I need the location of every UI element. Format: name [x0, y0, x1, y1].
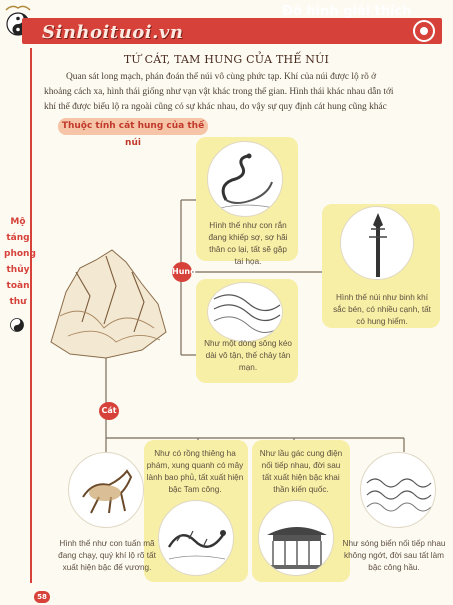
intro-line: Quan sát long mạch, phán đoán thế núi vô cùng phức tạp. Khí của núi được lộ rõ ở — [66, 72, 377, 82]
hung-text-weapon: Hình thế núi như binh khí sắc bén, có nhiều cạnh, tất có hung hiểm. — [333, 293, 431, 326]
page-title: TỨ CÁT, TAM HUNG CỦA THẾ NÚI — [123, 53, 330, 66]
spear-icon — [340, 206, 414, 280]
page-number: 58 — [34, 591, 50, 603]
intro-line: khoảng cách xa, hình thái giống như vạn vật khác trong thế gian. Hình thái khác nhau dẫn tới — [44, 87, 394, 97]
section-label: Đồ hình giải thích — [282, 4, 412, 19]
book-title-line: Mộ — [10, 217, 26, 227]
hung-text-snake: Hình thế như con rắn đang khiếp sợ, sợ hãi thân co lại, tất sẽ gặp tai họa. — [208, 221, 288, 266]
book-title-line: táng — [6, 233, 30, 243]
hung-text-river: Như một dòng sông kéo dài vô tận, thế chảy tản mạn. — [204, 339, 292, 372]
book-title-line: toàn — [6, 281, 30, 291]
book-title-line: phong — [4, 249, 36, 259]
dragon-icon — [158, 500, 234, 576]
cat-node: Cát — [99, 402, 119, 420]
cat-text-palace: Như lầu gác cung điện nối tiếp nhau, đời sau tất xuất hiện bậc khai thần kiến quốc. — [259, 449, 343, 494]
river-icon — [207, 282, 283, 342]
hung-node: Hung — [172, 262, 192, 282]
site-watermark: Sinhoituoi.vn — [42, 22, 184, 43]
book-title-line: thư — [9, 297, 27, 307]
category-label: Thuộc tính cát hung của thế núi — [58, 118, 208, 135]
cat-text-horse: Hình thế như con tuấn mã đang chạy, quý khí lộ rõ tất xuất hiện bậc đế vương. — [58, 539, 156, 572]
mountain-illustration — [46, 232, 170, 364]
snake-icon — [207, 141, 283, 217]
palace-icon — [258, 500, 334, 576]
book-title-line: thủy — [6, 265, 30, 275]
intro-line: khí thế được biểu lộ ra ngoài cũng có sự khác nhau, do vậy sự quy định cát hung cũng khác — [44, 102, 387, 112]
horse-icon — [68, 452, 144, 528]
cat-text-waves: Như sóng biển nối tiếp nhau không ngớt, đời sau tất làm bậc công hầu. — [342, 539, 446, 572]
cat-text-dragon: Như có rồng thiêng ha phám, xung quanh có mây lành bao phủ, tất xuất hiện bậc Tam công. — [146, 449, 244, 494]
waves-icon — [360, 452, 436, 528]
